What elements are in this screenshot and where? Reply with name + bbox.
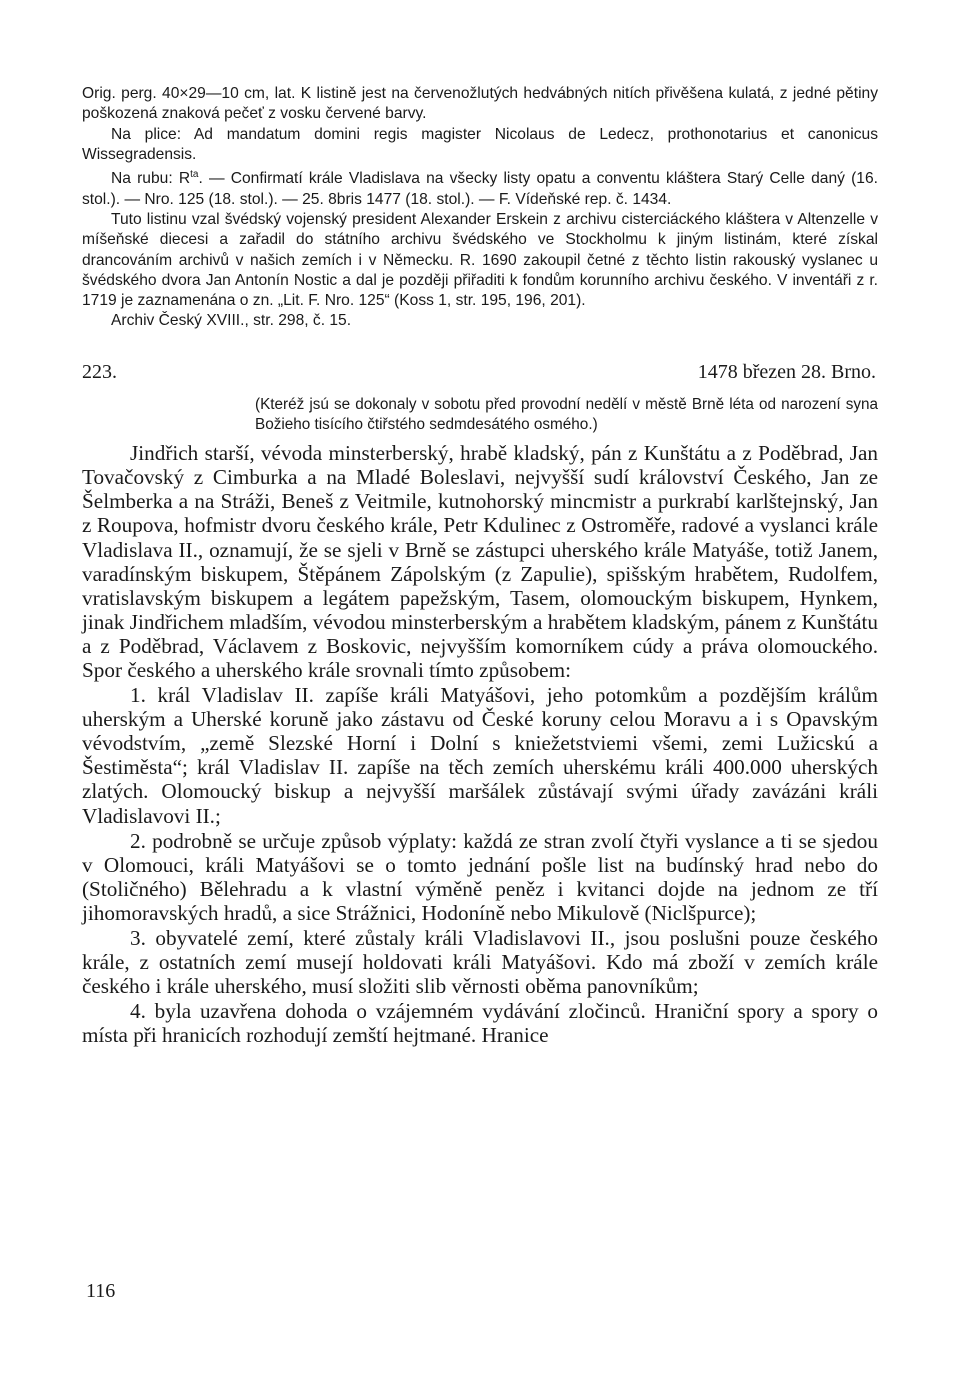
entry-number: 223. <box>82 360 117 383</box>
note-provenance: Tuto listinu vzal švédský vojenský president Alexander Erskein z archivu cisterciáckého kláštera v Altenzelle v míšeňské diecesi a zařadil do státního archivu švédského ve Stockholmu k jiným listinám, které získal drancováním archivů v našich zemích i v Německu. R. 1690 zakoupil četné z těchto listin rakouský vyslanec u švédského dvora Jan Antonín Nostic a dal je později přiřaditi k fondům korunního archivu českého. V inventáři z r. 1719 je zaznamenána o zn. „Lit. F. Nro. 125“ (Koss 1, str. 195, 196, 201). <box>82 210 878 310</box>
regest-paragraph: 4. byla uzavřena dohoda o vzájemném vydávání zločinců. Hraniční spory a spory o místa při hranicích rozhodují zemští hejtmané. Hranice <box>82 999 878 1048</box>
page-number: 116 <box>86 1280 116 1302</box>
entry-heading <box>82 357 878 387</box>
regest-paragraph: 3. obyvatelé zemí, které zůstaly králi Vladislavovi II., jsou poslušni pouze českého krále, z ostatních zemí musejí holdovati králi Matyášovi. Kdo má zboží v zemích krále českého i krále uherského, musí složiti slib věrnosti oběma panovníkům; <box>82 926 878 999</box>
editorial-notes <box>82 84 878 332</box>
note-description: Orig. perg. 40×29—10 cm, lat. K listině jest na červenožlutých hedvábných nitích přivěšena kulatá, z jedné pětiny poškozená znaková pečeť z vosku červené barvy. <box>82 85 878 123</box>
entry-incipit: (Kteréž jsú se dokonaly v sobotu před provodní nedělí v městě Brně léta od narození syna Božieho tisícího čtiřstého sedmdesátého osmého.) <box>255 395 878 433</box>
regest-paragraph: 1. král Vladislav II. zapíše králi Matyášovi, jeho potomkům a pozdějším králům uherským a Uherské koruně jako zástavu od České koruny celou Moravu a i s Opavským vévodstvím, „země Slezské Horní i Dolní s kniežetstviemi všemi, zemi Lužicskú a Šestiměsta“; král Vladislav II. zapíše na těch zemích uherskému králi 400.000 uherských zlatých. Olomoucký biskup a nejvyšší maršálek zůstávají svými úřady zavázáni králi Vladislavovi II.; <box>82 683 878 828</box>
page-content <box>82 84 878 1049</box>
entry-date-place: 1478 březen 28. Brno. <box>697 360 876 383</box>
regest-paragraph: 2. podrobně se určuje způsob výplaty: každá ze stran zvolí čtyři vyslance a ti se sjedou v Olomouci, králi Matyášovi se o tomto jednání pošle list na budínský hrad nebo do (Stoličného) Bělehradu a k vlastní výměně peněz i kvitanci dojde na jednom ze tří jihomoravských hradů, a sice Strážnici, Hodoníně nebo Mikulově (Niclšpurce); <box>82 828 878 925</box>
note-plica: Na plice: Ad mandatum domini regis magister Nicolaus de Ledecz, prothonotarius et canonicus Wissegradensis. <box>82 125 878 163</box>
regest-paragraph: Jindřich starší, vévoda minsterberský, hrabě kladský, pán z Kunštátu a z Poděbrad, Jan Tovačovský z Cimburka a na Mladé Boleslavi, nejvyšší sudí království Českého, Jan ze Šelmberka a na Stráži, Beneš z Veitmile, kutnohorský mincmistr a purkrabí karlštejnský, Jan z Roupova, hofmistr dvoru českého krále, Petr Kdulinec z Ostroměře, radové a vyslanci krále Vladislava II., oznamují, že se sjeli v Brně se zástupci uherského krále Matyáše, totiž Janem, varadínským biskupem, Štěpánem Zápolským (z Zapulie), spišským hrabětem, Rudolfem, vratislavským biskupem a legátem papežským, Tasem, olomouckým biskupem, Hynkem, jinak Jindřichem mladším, vévodou minsterberským a hrabětem kladským, pánem z Kunštátu a z Poděbrad, Václavem z Boskovic, nejvyšším komorníkem cúdy a práva olomouckého. Spor českého a uherského krále srovnali tímto způsobem: <box>82 441 878 682</box>
note-dorse: Na rubu: $R^{ta}$. — Confirmatí krále Vladislava na všecky listy opatu a conventu kláštera Starý Celle daný (16. stol.). — Nro. 125 (18. stol.). — 25. 8bris 1477 (18. stol.). — F. Vídeňské rep. č. 1434. <box>82 169 878 208</box>
note-edition: Archiv Český XVIII., str. 298, č. 15. <box>111 312 352 330</box>
regest-text <box>82 441 878 1047</box>
